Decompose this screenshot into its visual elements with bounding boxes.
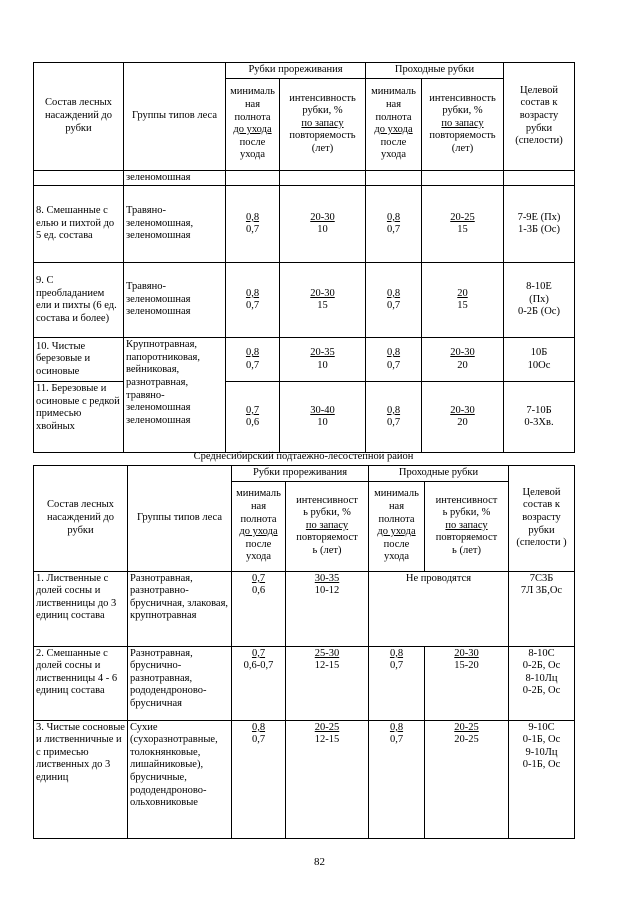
cell-group: Разнотравная, разнотравно-брусничная, злаковая, крупнотравная: [128, 571, 232, 646]
cell-empty: [422, 170, 504, 186]
cell-intensity: 25-30 12-15: [286, 646, 369, 720]
cell-composition: 3. Чистые сосновые и лиственничные и с примесью лиственных до 3 единиц: [34, 720, 128, 838]
cell-density: 0,8 0,7: [232, 720, 286, 838]
header-passage: Проходные рубки: [369, 466, 509, 482]
header-min-density: минималь ная полнота до ухода после ухода: [232, 481, 286, 571]
cell-density: 0,8 0,7: [226, 263, 280, 338]
header-passage: Проходные рубки: [366, 63, 504, 79]
header-intensity: интенсивность рубки, % по запасу повторяемость (лет): [422, 78, 504, 170]
cell-empty: [366, 170, 422, 186]
header-thinning: Рубки прореживания: [226, 63, 366, 79]
cell-composition: 2. Смешанные с долей сосны и лиственницы 4 - 6 единиц состава: [34, 646, 128, 720]
cell-intensity: 20-25 20-25: [425, 720, 509, 838]
cell-intensity: 20-30 15: [280, 263, 366, 338]
table-row: [34, 263, 575, 338]
header-target: Целевой состав к возрасту рубки (спелости ): [509, 466, 575, 572]
header-min-density: минималь ная полнота до ухода после ухода: [226, 78, 280, 170]
table-row: [34, 646, 575, 720]
cell-empty: [280, 170, 366, 186]
header-composition: Состав лесных насаждений до рубки: [34, 63, 124, 171]
cell-group-continued: зеленомошная: [124, 170, 226, 186]
cell-density: 0,8 0,7: [366, 263, 422, 338]
cell-composition: 8. Смешанные с елью и пихтой до 5 ед. состава: [34, 186, 124, 263]
cell-density: 0,7 0,6-0,7: [232, 646, 286, 720]
region-title: Среднесибирский подтаёжно-лесостепной район: [193, 451, 414, 462]
cell-composition: 9. С преобладанием ели и пихты (6 ед. состава и более): [34, 263, 124, 338]
cell-intensity: 20-30 20: [422, 382, 504, 453]
cell-group: Сухие (сухоразнотравные, толокнянковые, лишайниковые), брусничные, рододендроново-ольховниковые: [128, 720, 232, 838]
cell-empty: [504, 170, 575, 186]
cell-target: 9-10С 0-1Б, Ос 9-10Лц 0-1Б, Ос: [509, 720, 575, 838]
header-min-density: минималь ная полнота до ухода после ухода: [369, 481, 425, 571]
cell-density: 0,8 0,7: [226, 338, 280, 382]
cell-intensity: 30-40 10: [280, 382, 366, 453]
cell-density: 0,8 0,7: [369, 646, 425, 720]
cell-empty: [226, 170, 280, 186]
cell-density: 0,8 0,7: [369, 720, 425, 838]
cell-density: 0,8 0,7: [366, 186, 422, 263]
header-intensity: интенсивност ь рубки, % по запасу повторяемост ь (лет): [286, 481, 369, 571]
cell-target: 7-10Б 0-3Хв.: [504, 382, 575, 453]
cell-density: 0,8 0,7: [226, 186, 280, 263]
cell-group: Разнотравная, бруснично-разнотравная, рододендроново-брусничная: [128, 646, 232, 720]
cell-target: 8-10С 0-2Б, Ос 8-10Лц 0-2Б, Ос: [509, 646, 575, 720]
cell-target: 7-9Е (Пх) 1-3Б (Ос): [504, 186, 575, 263]
header-groups: Группы типов леса: [128, 466, 232, 572]
cell-intensity: 20-30 10: [280, 186, 366, 263]
cell-intensity: 20-25 15: [422, 186, 504, 263]
table-row: [34, 186, 575, 263]
cell-group: Травяно-зеленомошная зеленомошная: [124, 263, 226, 338]
cell-target: 7С3Б 7Л 3Б,Ос: [509, 571, 575, 646]
cell-group: Травяно-зеленомошная, зеленомошная: [124, 186, 226, 263]
table-row: [34, 382, 575, 453]
table-1: [33, 62, 575, 453]
cell-intensity: 20-30 15-20: [425, 646, 509, 720]
header-min-density: минималь ная полнота до ухода после ухода: [366, 78, 422, 170]
cell-composition: 11. Березовые и осиновые с редкой примесью хвойных: [34, 382, 124, 453]
header-target: Целевой состав к возрасту рубки (спелости): [504, 63, 575, 171]
cell-density: 0,7 0,6: [226, 382, 280, 453]
cell-intensity: 20-25 12-15: [286, 720, 369, 838]
header-composition: Состав лесных насаждений до рубки: [34, 466, 128, 572]
cell-intensity: 30-35 10-12: [286, 571, 369, 646]
cell-composition: 1. Лиственные с долей сосны и лиственницы до 3 единиц состава: [34, 571, 128, 646]
header-groups: Группы типов леса: [124, 63, 226, 171]
cell-target: 10Б 10Ос: [504, 338, 575, 382]
header-intensity: интенсивност ь рубки, % по запасу повторяемост ь (лет): [425, 481, 509, 571]
cell-density: 0,8 0,7: [366, 338, 422, 382]
cell-density: 0,7 0,6: [232, 571, 286, 646]
table-2: [33, 465, 575, 839]
table-row: [34, 720, 575, 838]
table-row: [34, 338, 575, 382]
cell-density: 0,8 0,7: [366, 382, 422, 453]
cell-intensity: 20 15: [422, 263, 504, 338]
cell-intensity: 20-35 10: [280, 338, 366, 382]
cell-not-done: Не проводятся: [369, 571, 509, 646]
table-row: [34, 571, 575, 646]
cell-empty: [34, 170, 124, 186]
cell-intensity: 20-30 20: [422, 338, 504, 382]
cell-composition: 10. Чистые березовые и осиновые: [34, 338, 124, 382]
page-number: 82: [314, 856, 325, 868]
header-intensity: интенсивность рубки, % по запасу повторяемость (лет): [280, 78, 366, 170]
cell-target: 8-10Е (Пх) 0-2Б (Ос): [504, 263, 575, 338]
cell-group: Крупнотравная, папоротниковая, вейниковая, разнотравная, травяно-зеленомошная зеленомошная: [124, 338, 226, 453]
header-thinning: Рубки прореживания: [232, 466, 369, 482]
